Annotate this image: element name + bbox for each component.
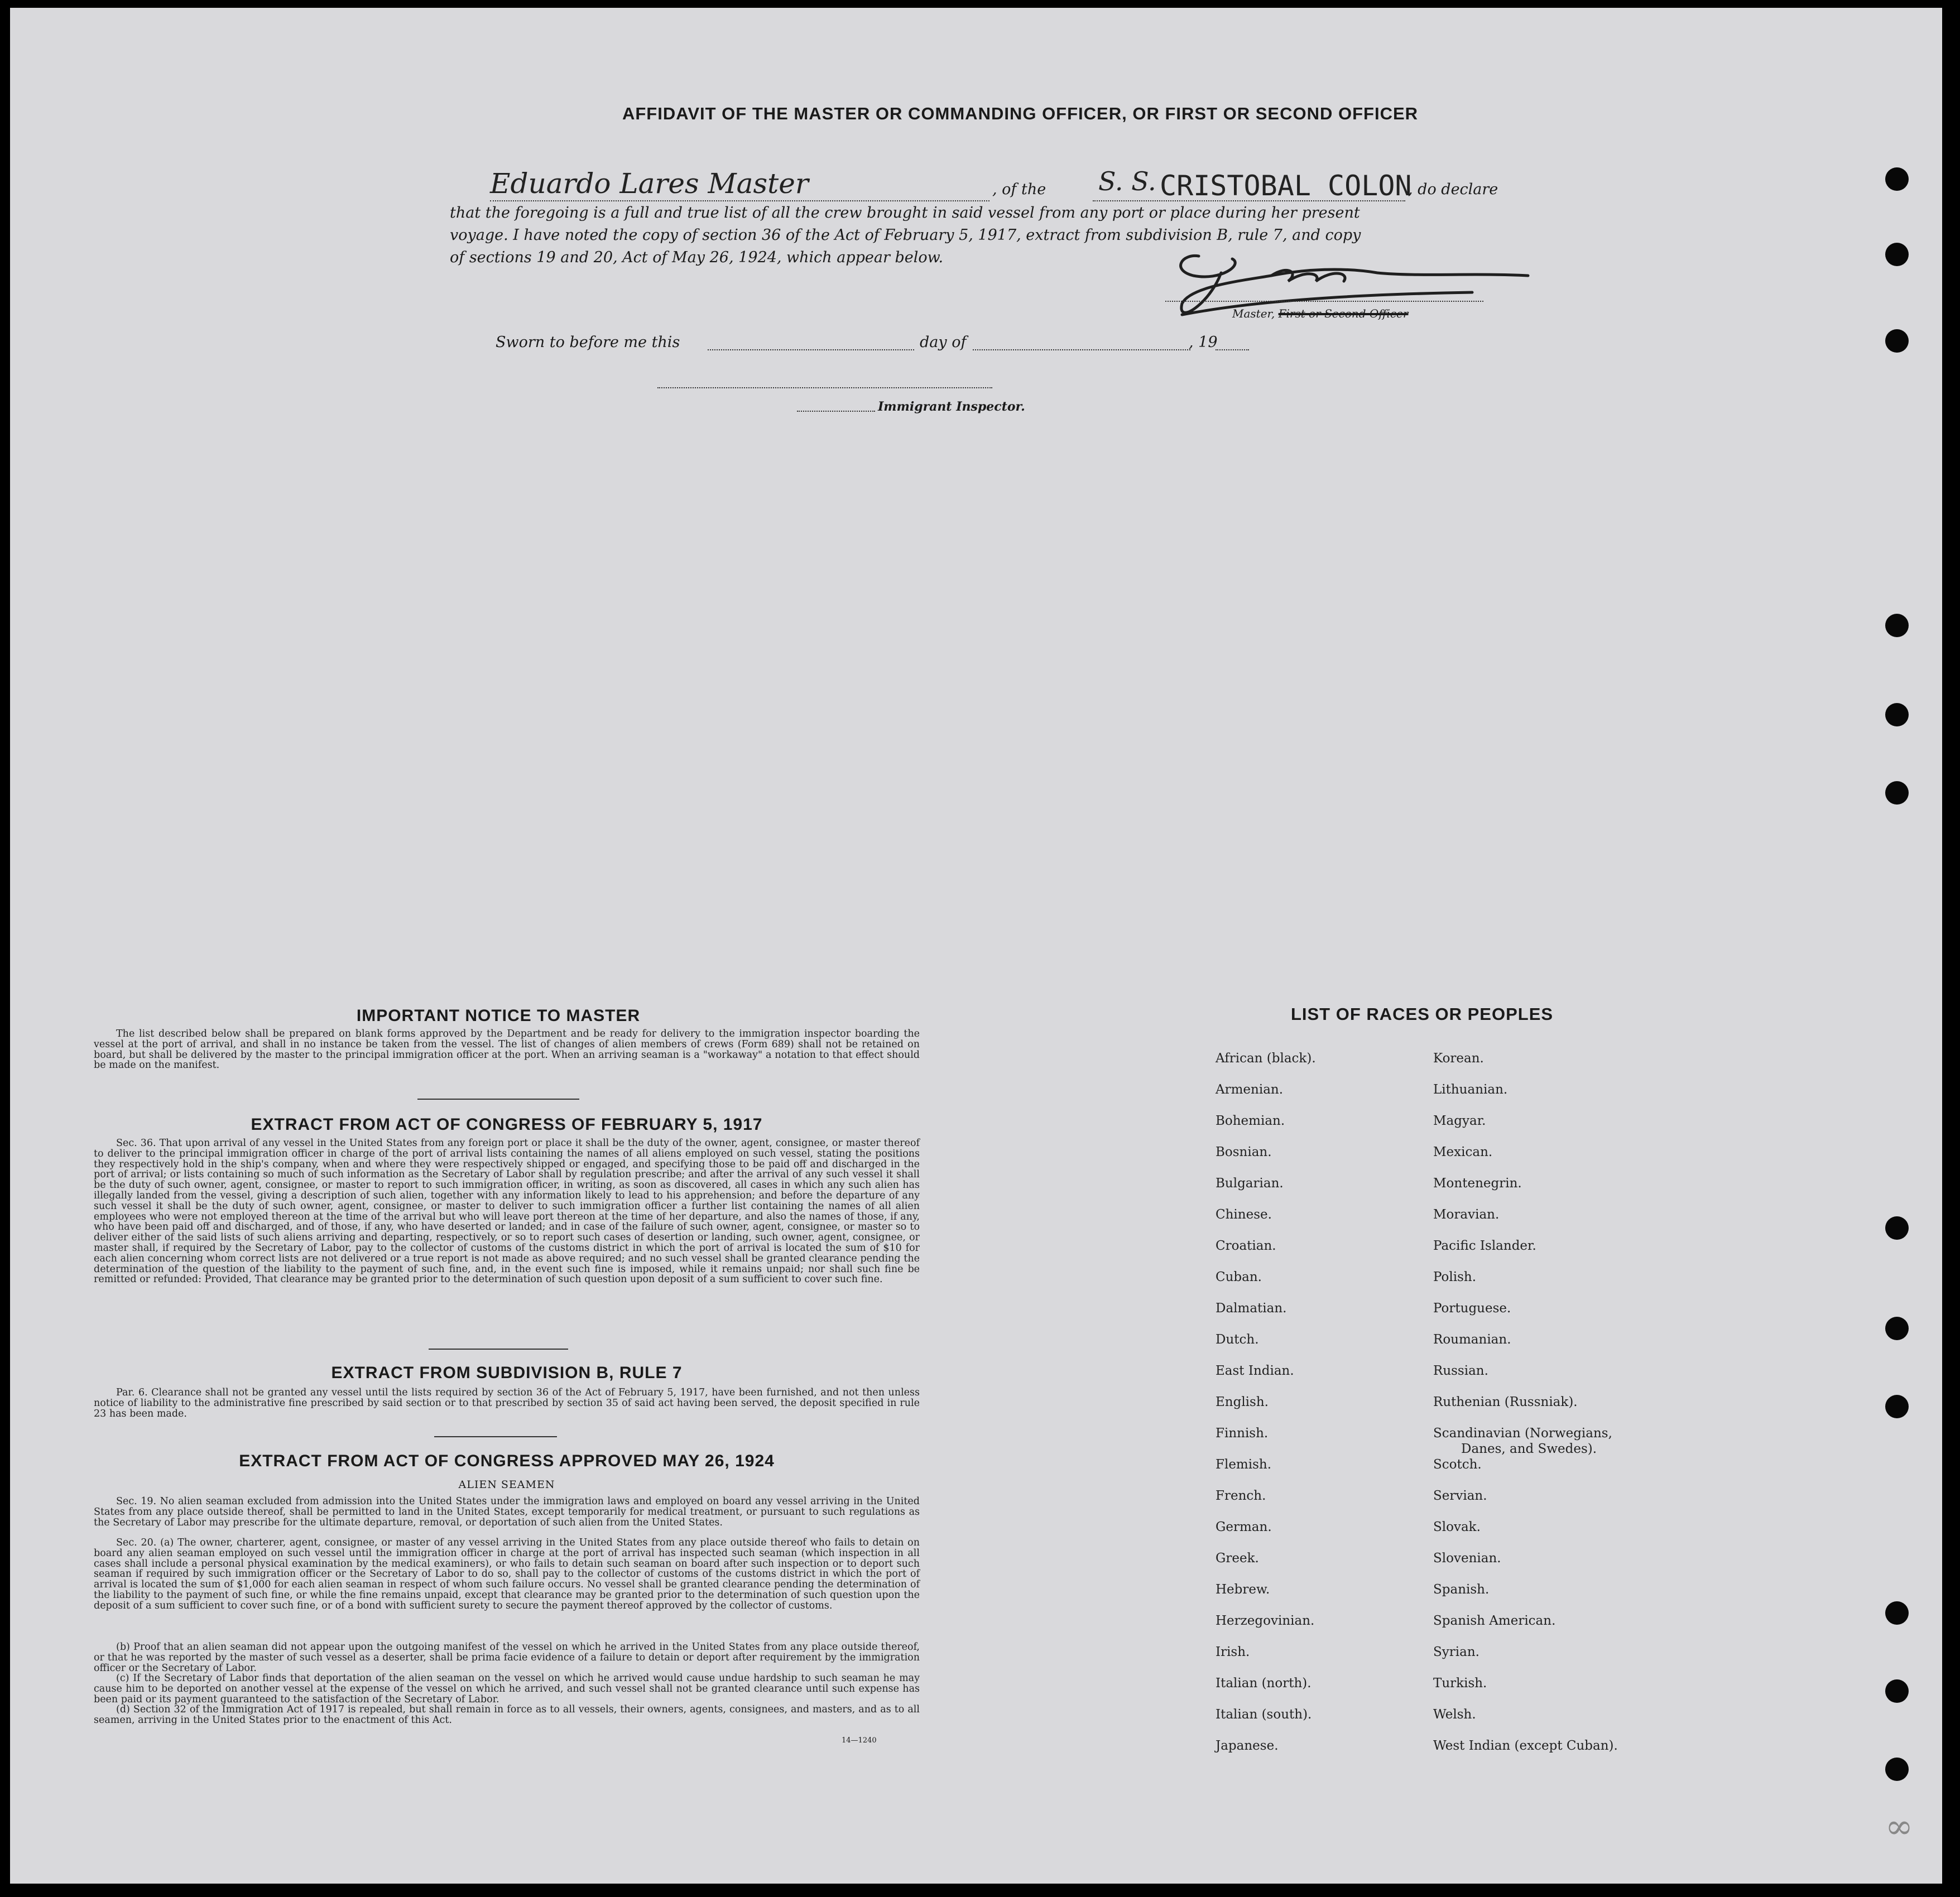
sec-20d-text: (d) Section 32 of the Immigration Act of 1917 is repealed, but shall remain in force as to all vessels, their owners, agents, consignees, and masters, and as to all seamen, arriving in the United States prior to the enactment of this Act.: [94, 1704, 920, 1726]
vessel-line: [1093, 200, 1405, 201]
race-item: Moravian.: [1433, 1207, 1500, 1222]
race-item: Magyar.: [1433, 1114, 1486, 1128]
alien-seamen-subtitle: ALIEN SEAMEN: [458, 1479, 555, 1491]
race-item: Chinese.: [1216, 1207, 1272, 1222]
binder-hole: [1885, 781, 1909, 805]
binder-hole: [1885, 1758, 1909, 1781]
divider-3: [434, 1436, 557, 1437]
race-item: Bohemian.: [1216, 1114, 1285, 1128]
signature-line: [1165, 301, 1483, 302]
sec-20c-text: (c) If the Secretary of Labor finds that deportation of the alien seaman on the vessel on which he arrived would cause undue hardship to such seaman he may cause him to be deported on another vessel at the expense of the vessel on which he arrived, and such vessel shall not be granted clearance until such expense has been paid or its payment guaranteed to the satisfaction of the Secretary of Labor.: [94, 1673, 920, 1705]
binder-hole: [1885, 1216, 1909, 1240]
extract-1917-text: Sec. 36. That upon arrival of any vessel in the United States from any foreign port or place it shall be the duty of the owner, agent, consignee, or master thereof to deliver to the principal immigration officer in charge of the port of arrival lists containing the names of all aliens employed on such vessel, stating the positions they respectively hold in the ship's company, when and where they were respectively shipped or engaged, and specifying those to be paid off and discharged in the port of arrival; or lists containing so much of such information as the Secretary of Labor shall by regulation prescribe; and after the arrival of any such vessel it shall be the duty of such owner, agent, consignee, or master to report to such immigration officer, in writing, as soon as discovered, all cases in which any such alien has illegally landed from the vessel, giving a description of such alien, together with any information likely to lead to his apprehension; and before the departure of any such vessel it shall be the duty of such owner, agent, consignee, or master to deliver to such immigration officer a further list containing the names of all alien employees who were not employed thereon at the time of the arrival but who will leave port thereon at the time of her departure, and also the names of those, if any, who have been paid off and discharged, and of those, if any, who have deserted or landed; and in case of the failure of such owner, agent, consignee, or master so to deliver either of the said lists of such aliens arriving and departing, respectively, or so to report such cases of desertion or landing, such owner, agent, consignee, or master shall, if required by the Secretary of Labor, pay to the collector of customs of the customs district in which the port of arrival is located the sum of $10 for each alien concerning whom correct lists are not delivered or a true report is not made as above required; and no such vessel shall be granted clearance pending the determination of the question of the liability to the payment of such fine, and, in the event such fine is imposed, while it remains unpaid; nor shall such fine be remitted or refunded: Provided, That clearance may be granted prior to the determination of such question upon deposit of a sum sufficient to cover such fine.: [94, 1138, 920, 1285]
document-page: [10, 8, 1942, 1884]
sec-20b-text: (b) Proof that an alien seaman did not appear upon the outgoing manifest of the vessel on which he arrived in the United States from any place outside thereof, or that he was reported by the master of such vessel as a deserter, shall be prima facie evidence of a failure to detain or deport after requirement by the immigration officer or the Secretary of Labor.: [94, 1641, 920, 1674]
race-item: Greek.: [1216, 1551, 1259, 1566]
race-item: Portuguese.: [1433, 1301, 1511, 1316]
race-scandinavian-continued: Danes, and Swedes).: [1461, 1442, 1597, 1456]
affidavit-line-3: voyage. I have noted the copy of section 36 of the Act of February 5, 1917, extract from subdivision B, rule 7, and copy: [450, 227, 1361, 244]
race-item: Irish.: [1216, 1645, 1250, 1659]
race-item: Herzegovinian.: [1216, 1614, 1315, 1628]
race-item: Bulgarian.: [1216, 1176, 1284, 1191]
race-item: Italian (north).: [1216, 1676, 1312, 1691]
race-item: Pacific Islander.: [1433, 1239, 1536, 1253]
race-item: Lithuanian.: [1433, 1082, 1508, 1097]
signer-name-line: [490, 200, 989, 201]
vessel-prefix-handwritten: S. S.: [1098, 166, 1156, 196]
binder-hole: [1885, 1395, 1909, 1418]
race-item: English.: [1216, 1395, 1269, 1409]
notice-title: IMPORTANT NOTICE TO MASTER: [356, 1007, 641, 1025]
signer-name-handwritten: Eduardo Lares Master: [490, 167, 809, 200]
binder-hole: [1885, 1679, 1909, 1703]
race-item: Croatian.: [1216, 1239, 1276, 1253]
caption-master: Master,: [1232, 307, 1275, 320]
sworn-month-line: [973, 349, 1190, 350]
binder-hole: [1885, 703, 1909, 726]
race-item: Polish.: [1433, 1270, 1477, 1284]
race-item: Flemish.: [1216, 1457, 1272, 1472]
race-item: Montenegrin.: [1433, 1176, 1522, 1191]
divider-2: [429, 1349, 568, 1350]
race-item: German.: [1216, 1520, 1272, 1534]
inspector-label-line: [797, 411, 875, 412]
inspector-signature-line: [657, 387, 992, 388]
year-prefix: , 19: [1189, 334, 1218, 351]
race-item: East Indian.: [1216, 1364, 1294, 1378]
race-item: Armenian.: [1216, 1082, 1284, 1097]
subdivision-b-text: Par. 6. Clearance shall not be granted any vessel until the lists required by section 36 of the Act of February 5, 1917, have been furnished, and not then unless notice of liability to the administrative fine prescribed by said section or to that prescribed by section 35 of said act having been served, the deposit specified in rule 23 has been made.: [94, 1387, 920, 1419]
race-item: Scotch.: [1433, 1457, 1482, 1472]
binder-hole: [1885, 167, 1909, 191]
do-declare-text: , do declare: [1408, 181, 1498, 198]
race-item: Korean.: [1433, 1051, 1484, 1066]
sworn-year-line: [1216, 349, 1249, 350]
race-item: Slovak.: [1433, 1520, 1481, 1534]
affidavit-title: AFFIDAVIT OF THE MASTER OR COMMANDING OFFICER, OR FIRST OR SECOND OFFICER: [622, 104, 1419, 123]
race-item: Spanish.: [1433, 1582, 1490, 1597]
affidavit-line-2: that the foregoing is a full and true list of all the crew brought in said vessel from any port or place during her present: [450, 204, 1360, 222]
binder-hole: [1885, 1601, 1909, 1625]
form-number: 14—1240: [842, 1736, 877, 1745]
of-the-text: , of the: [992, 181, 1046, 198]
sworn-day-line: [708, 349, 914, 350]
race-item: Finnish.: [1216, 1426, 1269, 1441]
race-item: Japanese.: [1216, 1739, 1279, 1753]
race-item: Russian.: [1433, 1364, 1488, 1378]
race-item: Scandinavian (Norwegians,: [1433, 1426, 1612, 1441]
caption-struck: First or Second Officer: [1278, 307, 1409, 320]
divider-1: [417, 1099, 579, 1100]
race-item: Mexican.: [1433, 1145, 1493, 1159]
race-item: Roumanian.: [1433, 1332, 1511, 1347]
page-number-mark: ∞: [1885, 1807, 1913, 1846]
race-item: Dalmatian.: [1216, 1301, 1287, 1316]
signature-caption: [1232, 307, 1408, 320]
race-item: Servian.: [1433, 1489, 1487, 1503]
race-item: Hebrew.: [1216, 1582, 1270, 1597]
race-item: Ruthenian (Russniak).: [1433, 1395, 1578, 1409]
race-item: Italian (south).: [1216, 1707, 1312, 1722]
race-item: Dutch.: [1216, 1332, 1259, 1347]
races-title: LIST OF RACES OR PEOPLES: [1290, 1004, 1554, 1024]
extract-1924-title: EXTRACT FROM ACT OF CONGRESS APPROVED MAY 26, 1924: [239, 1452, 775, 1470]
race-item: Turkish.: [1433, 1676, 1487, 1691]
binder-hole: [1885, 329, 1909, 353]
extract-1917-title: EXTRACT FROM ACT OF CONGRESS OF FEBRUARY 5, 1917: [251, 1115, 763, 1134]
vessel-name: CRISTOBAL COLON: [1160, 170, 1412, 202]
race-item: Slovenian.: [1433, 1551, 1501, 1566]
affidavit-line-4: of sections 19 and 20, Act of May 26, 1924, which appear below.: [450, 249, 944, 266]
binder-hole: [1885, 1317, 1909, 1340]
race-item: Spanish American.: [1433, 1614, 1556, 1628]
race-item: African (black).: [1216, 1051, 1316, 1066]
race-item: Cuban.: [1216, 1270, 1262, 1284]
day-of-text: day of: [920, 334, 967, 351]
subdivision-b-title: EXTRACT FROM SUBDIVISION B, RULE 7: [331, 1364, 683, 1382]
race-item: French.: [1216, 1489, 1266, 1503]
sec-19-text: Sec. 19. No alien seaman excluded from admission into the United States under the immigration laws and employed on board any vessel arriving in the United States from any place outside thereof, shall be permitted to land in the United States, except temporarily for medical treatment, or pursuant to such regulations as the Secretary of Labor may prescribe for the ultimate departure, removal, or deportation of such alien from the United States.: [94, 1496, 920, 1528]
race-item: Bosnian.: [1216, 1145, 1272, 1159]
sec-20a-text: Sec. 20. (a) The owner, charterer, agent, consignee, or master of any vessel arriving in the United States from any place outside thereof who fails to detain on board any alien seaman employed on such vessel until the immigration officer in charge at the port of arrival has inspected such seaman (which inspection in all cases shall include a personal physical examination by the medical examiners), or who fails to detain such seaman on board after such inspection or to deport such seaman if required by such immigration officer or the Secretary of Labor to do so, shall pay to the collector of customs of the customs district in which the port of arrival is located the sum of $1,000 for each alien seaman in respect of whom such failure occurs. No vessel shall be granted clearance pending the determination of the liability to the payment of such fine, or while the fine remains unpaid, except that clearance may be granted prior to the determination of such question upon the deposit of a sum sufficient to cover such fine, or of a bond with sufficient surety to secure the payment thereof approved by the collector of customs.: [94, 1537, 920, 1611]
sworn-prefix: Sworn to before me this: [496, 334, 680, 351]
binder-hole: [1885, 614, 1909, 637]
notice-text: The list described below shall be prepared on blank forms approved by the Department and be ready for delivery to the immigration inspector boarding the vessel at the port of arrival, and shall in no instance be taken from the vessel. The list of changes of alien members of crews (Form 689) shall not be retained on board, but shall be delivered by the master to the principal immigration officer at the port. When an arriving seaman is a "workaway" a notation to that effect should be made on the manifest.: [94, 1028, 920, 1071]
race-item: West Indian (except Cuban).: [1433, 1739, 1618, 1753]
race-item: Syrian.: [1433, 1645, 1479, 1659]
inspector-label: Immigrant Inspector.: [878, 399, 1025, 414]
binder-hole: [1885, 243, 1909, 266]
race-item: Welsh.: [1433, 1707, 1476, 1722]
